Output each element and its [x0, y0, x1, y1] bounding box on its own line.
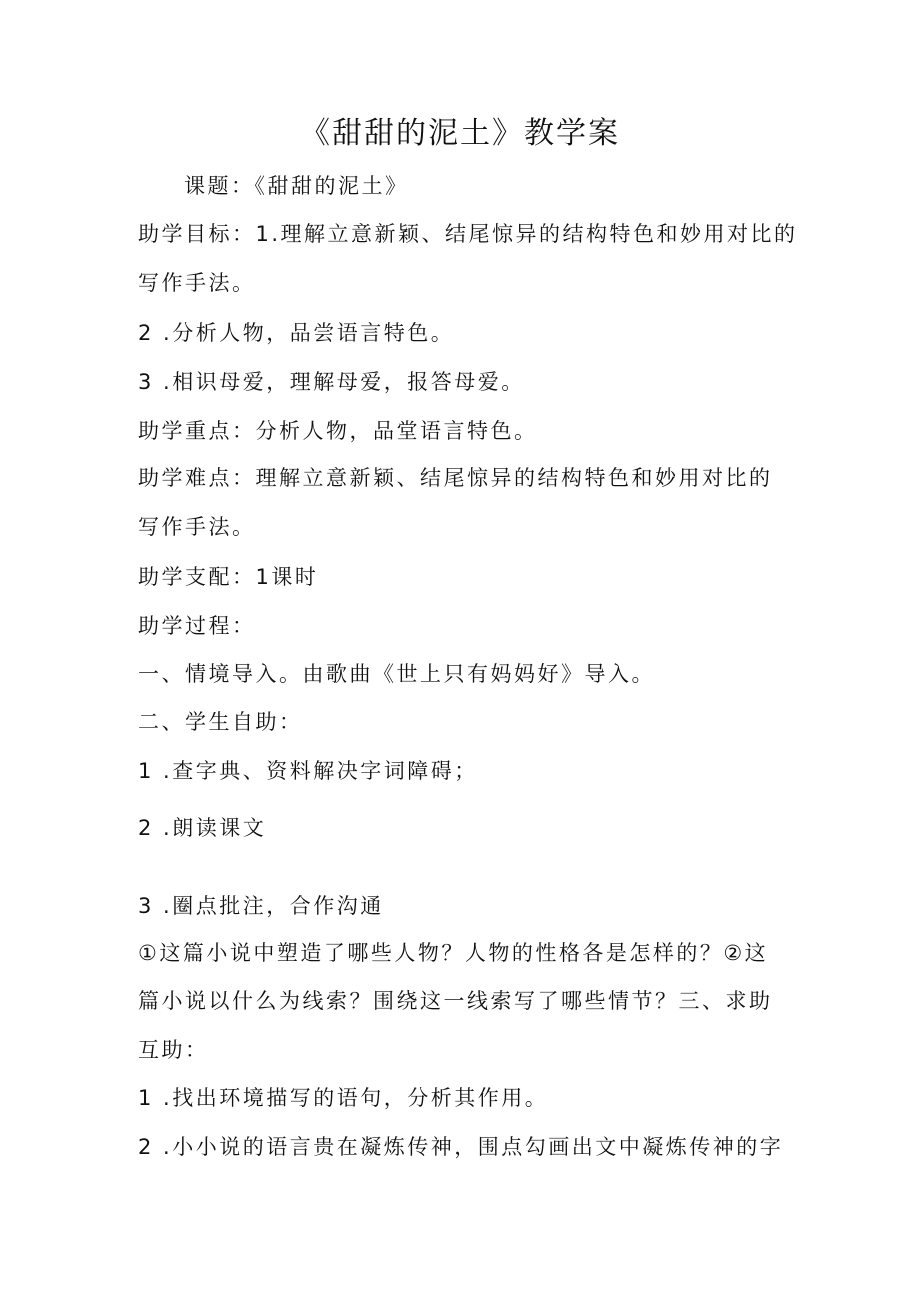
goals-line-1: 助学目标：1.理解立意新颖、结尾惊异的结构特色和妙用对比的: [138, 222, 798, 246]
section-intro: 一、情境导入。由歌曲《世上只有妈妈好》导入。: [138, 662, 655, 686]
time-allocation: 助学支配：1课时: [138, 565, 319, 589]
questions-line-1: ①这篇小说中塑造了哪些人物？人物的性格各是怎样的？②这: [138, 941, 769, 965]
mutual-help-item-2: 2 .小小说的语言贵在凝炼传神，围点勾画出文中凝炼传神的字: [138, 1135, 784, 1159]
difficulties-line-1: 助学难点：理解立意新颖、结尾惊异的结构特色和妙用对比的: [138, 466, 773, 490]
self-study-item-2: 2 .朗读课文: [138, 816, 267, 840]
goal-item-2: 2 .分析人物，品尝语言特色。: [138, 321, 455, 345]
questions-line-3: 互助：: [138, 1038, 209, 1062]
lesson-topic: 课题：《甜甜的泥土》: [184, 174, 409, 198]
goal-item-3: 3 .相识母爱，理解母爱，报答母爱。: [138, 370, 525, 394]
self-study-item-1: 1 .查字典、资料解决字词障碍；: [138, 759, 478, 783]
difficulties-line-2: 写作手法。: [138, 515, 256, 539]
questions-line-2: 篇小说以什么为线索？围绕这一线索写了哪些情节？三、求助: [138, 989, 773, 1013]
goals-line-2: 写作手法。: [138, 271, 256, 295]
self-study-item-3: 3 .圈点批注，合作沟通: [138, 894, 384, 918]
key-points: 助学重点：分析人物，品堂语言特色。: [138, 419, 538, 443]
process-heading: 助学过程：: [138, 614, 256, 638]
section-self-study: 二、学生自助：: [138, 710, 303, 734]
document-title: 《甜甜的泥土》教学案: [300, 116, 620, 151]
mutual-help-item-1: 1 .找出环境描写的语句，分析其作用。: [138, 1086, 549, 1110]
